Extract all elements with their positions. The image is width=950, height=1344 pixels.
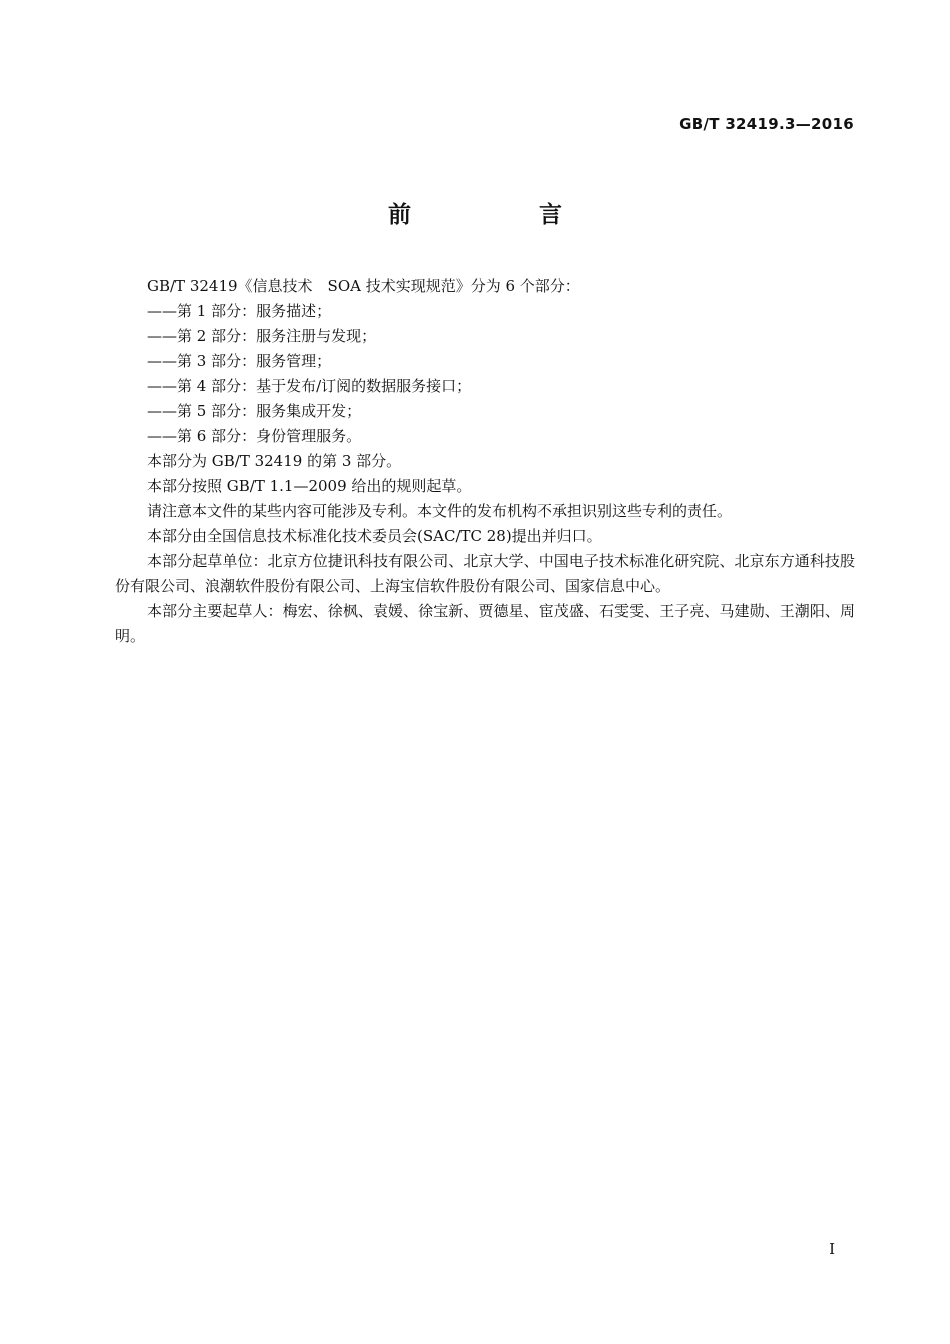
drafting-units: 本部分起草单位：北京方位捷讯科技有限公司、北京大学、中国电子技术标准化研究院、北京东方通科技股份有限公司、浪潮软件股份有限公司、上海宝信软件股份有限公司、国家信息中心。 — [115, 552, 855, 595]
foreword-body — [115, 274, 855, 649]
drafting-rules: 本部分按照 GB/T 1.1—2009 给出的规则起草。 — [147, 477, 472, 495]
proposer-statement: 本部分由全国信息技术标准化技术委员会(SAC/TC 28)提出并归口。 — [147, 527, 602, 545]
list-item-part-5: ——第 5 部分：服务集成开发； — [147, 402, 362, 420]
standard-code: GB/T 32419.3—2016 — [679, 115, 854, 133]
main-drafters: 本部分主要起草人：梅宏、徐枫、袁媛、徐宝新、贾德星、宦茂盛、石雯雯、王子亮、马建勋、王潮阳、周明。 — [115, 602, 855, 645]
list-item-part-6: ——第 6 部分：身份管理服务。 — [147, 427, 362, 445]
patent-notice: 请注意本文件的某些内容可能涉及专利。本文件的发布机构不承担识别这些专利的责任。 — [147, 502, 733, 520]
list-item-part-2: ——第 2 部分：服务注册与发现； — [147, 327, 377, 345]
page-title: 前 言 — [387, 202, 622, 228]
list-item-part-4: ——第 4 部分：基于发布/订阅的数据服务接口； — [147, 377, 472, 395]
intro-paragraph: GB/T 32419《信息技术 SOA 技术实现规范》分为 6 个部分： — [147, 277, 580, 295]
part-statement: 本部分为 GB/T 32419 的第 3 部分。 — [147, 452, 402, 470]
page-number: I — [829, 1240, 835, 1258]
list-item-part-1: ——第 1 部分：服务描述； — [147, 302, 332, 320]
list-item-part-3: ——第 3 部分：服务管理； — [147, 352, 332, 370]
